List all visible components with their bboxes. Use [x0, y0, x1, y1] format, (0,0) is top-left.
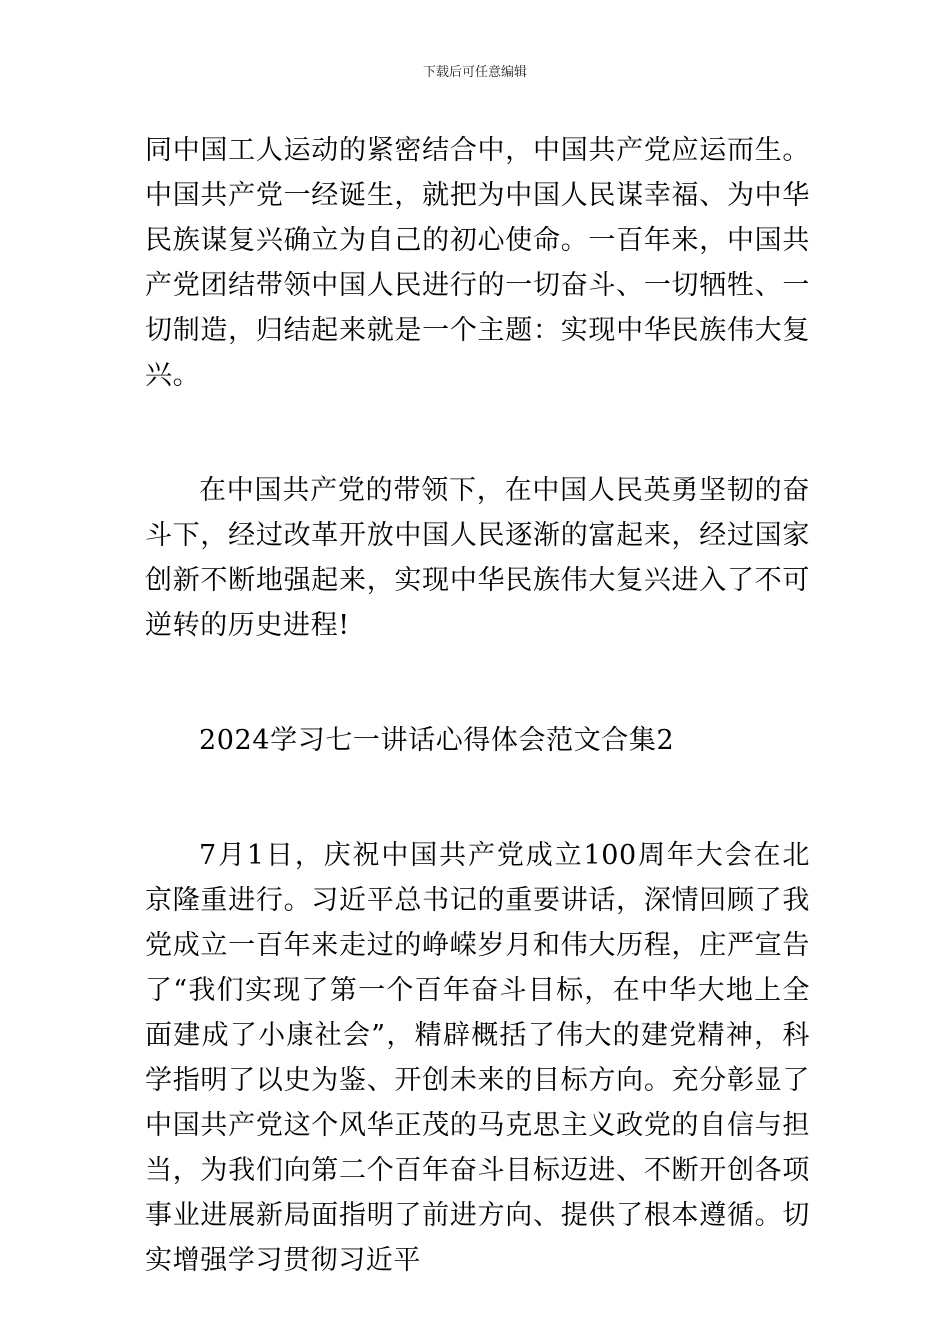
page-header: 下载后可任意编辑 [422, 65, 527, 80]
paragraph: 在中国共产党的带领下，在中国人民英勇坚韧的奋斗下，经过改革开放中国人民逐渐的富起来，经过国家创新不断地强起来，实现中华民族伟大复兴进入了不可逆转的历史进程! [145, 475, 810, 641]
paragraph-gap [145, 763, 810, 833]
paragraph-continued: 同中国工人运动的紧密结合中，中国共产党应运而生。中国共产党一经诞生，就把为中国人民谋幸福、为中华民族谋复兴确立为自己的初心使命。一百年来，中国共产党团结带领中国人民进行的一切奋斗、一切牺牲、一切制造，归结起来就是一个主题：实现中华民族伟大复兴。 [145, 135, 810, 391]
section-heading: 2024学习七一讲话心得体会范文合集2 [199, 725, 675, 756]
paragraph-gap [145, 398, 810, 468]
paragraph: 7月1日，庆祝中国共产党成立100周年大会在北京隆重进行。习近平总书记的重要讲话，深情回顾了我党成立一百年来走过的峥嵘岁月和伟大历程，庄严宣告了“我们实现了第一个百年奋斗目标，在中华大地上全面建成了小康社会”，精辟概括了伟大的建党精神，科学指明了以史为鉴、开创未来的目标方向。充分彰显了中国共产党这个风华正茂的马克思主义政党的自信与担当，为我们向第二个百年奋斗目标迈进、不断开创各项事业进展新局面指明了前进方向、提供了根本遵循。切实增强学习贯彻习近平 [145, 840, 810, 1276]
document-body [145, 128, 810, 1283]
paragraph-gap [145, 648, 810, 718]
